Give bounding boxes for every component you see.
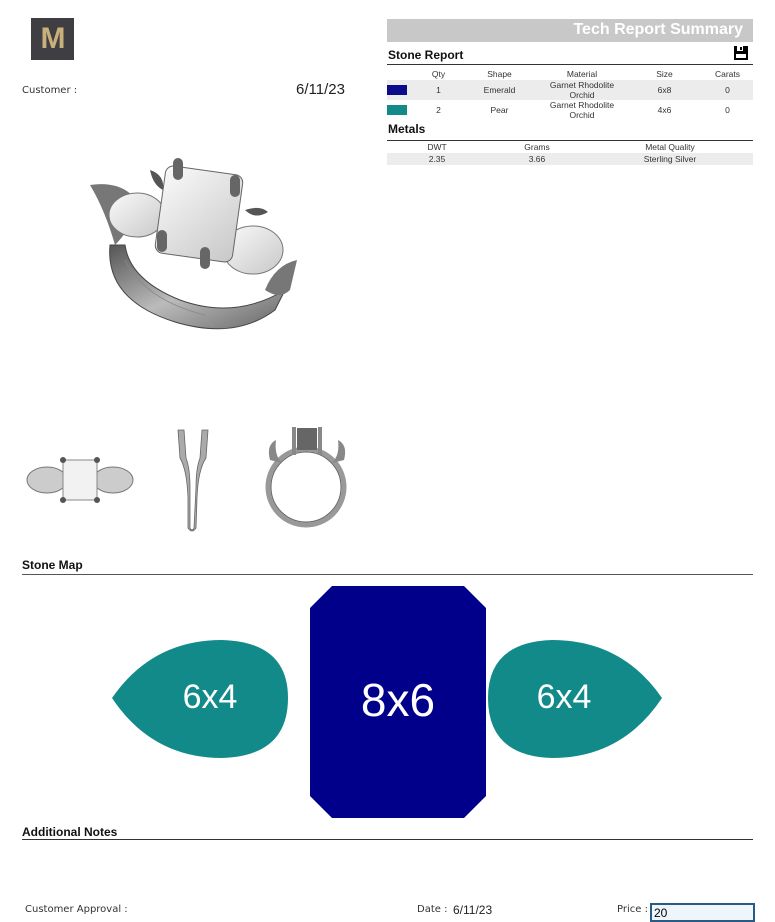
stone-map-title: Stone Map (22, 558, 83, 572)
col-qty: Qty (431, 69, 446, 79)
stone-label-right: 6x4 (536, 678, 592, 716)
color-swatch (387, 85, 407, 95)
metals-table (387, 141, 753, 165)
notes-area[interactable] (22, 842, 753, 897)
stone-label-left: 6x4 (182, 678, 238, 716)
table-row[interactable] (387, 100, 753, 120)
customer-approval-label: Customer Approval : (25, 904, 128, 915)
color-cell (387, 80, 415, 100)
metals-title: Metals (388, 122, 426, 136)
stone-label-center: 8x6 (360, 674, 436, 726)
footer-date-value: 6/11/23 (453, 903, 493, 917)
material-cell: Garnet Rhodolite Orchid (537, 80, 627, 100)
stone-emerald-center[interactable] (310, 586, 486, 818)
col-shape: Shape (487, 69, 512, 79)
footer-date-label: Date : (417, 904, 448, 915)
report-title: Tech Report Summary (573, 21, 743, 38)
table-row[interactable] (387, 153, 753, 165)
ring-render-front-view (262, 425, 352, 530)
additional-notes-title: Additional Notes (22, 825, 118, 839)
report-title-bar (387, 19, 753, 42)
size-cell: 4x6 (657, 105, 672, 115)
stone-report-table (387, 68, 753, 120)
ring-render-side-view (170, 428, 215, 533)
ring-render-perspective (85, 150, 305, 340)
price-input[interactable] (650, 903, 755, 922)
stone-pear-right[interactable] (488, 640, 662, 758)
grams-cell: 3.66 (487, 153, 587, 165)
logo-letter: M (40, 22, 65, 55)
table-header-row (387, 68, 753, 80)
col-metal-quality: Metal Quality (645, 142, 695, 152)
qty-cell: 2 (436, 105, 441, 115)
col-carats: Carats (714, 69, 741, 79)
carats-cell: 0 (725, 105, 730, 115)
material-cell: Garnet Rhodolite Orchid (549, 100, 615, 120)
customer-label: Customer : (22, 85, 78, 96)
floppy-disk-icon[interactable] (733, 45, 749, 61)
color-cell (387, 100, 415, 120)
qty-cell: 1 (415, 80, 462, 100)
carats-cell: 0 (702, 80, 753, 100)
table-header-row (387, 141, 753, 153)
col-size: Size (656, 69, 673, 79)
ring-render-top-view (25, 452, 135, 507)
shape-cell: Pear (490, 105, 509, 115)
company-logo (31, 18, 74, 60)
quality-cell: Sterling Silver (587, 153, 753, 165)
report-date: 6/11/23 (296, 81, 345, 98)
stone-map-canvas (32, 580, 752, 820)
dwt-cell: 2.35 (387, 153, 487, 165)
col-dwt: DWT (427, 142, 447, 152)
size-cell: 6x8 (627, 80, 702, 100)
notes-divider (22, 839, 753, 840)
table-row[interactable] (387, 80, 753, 100)
shape-cell: Emerald (462, 80, 537, 100)
price-label: Price : (617, 904, 648, 915)
stone-map-divider (22, 574, 753, 575)
col-color (387, 68, 415, 80)
col-grams: Grams (524, 142, 550, 152)
color-swatch (387, 105, 407, 115)
col-material: Material (566, 69, 598, 79)
stone-pear-left[interactable] (112, 640, 288, 758)
stone-report-title: Stone Report (388, 48, 464, 62)
stone-report-divider (387, 64, 753, 65)
